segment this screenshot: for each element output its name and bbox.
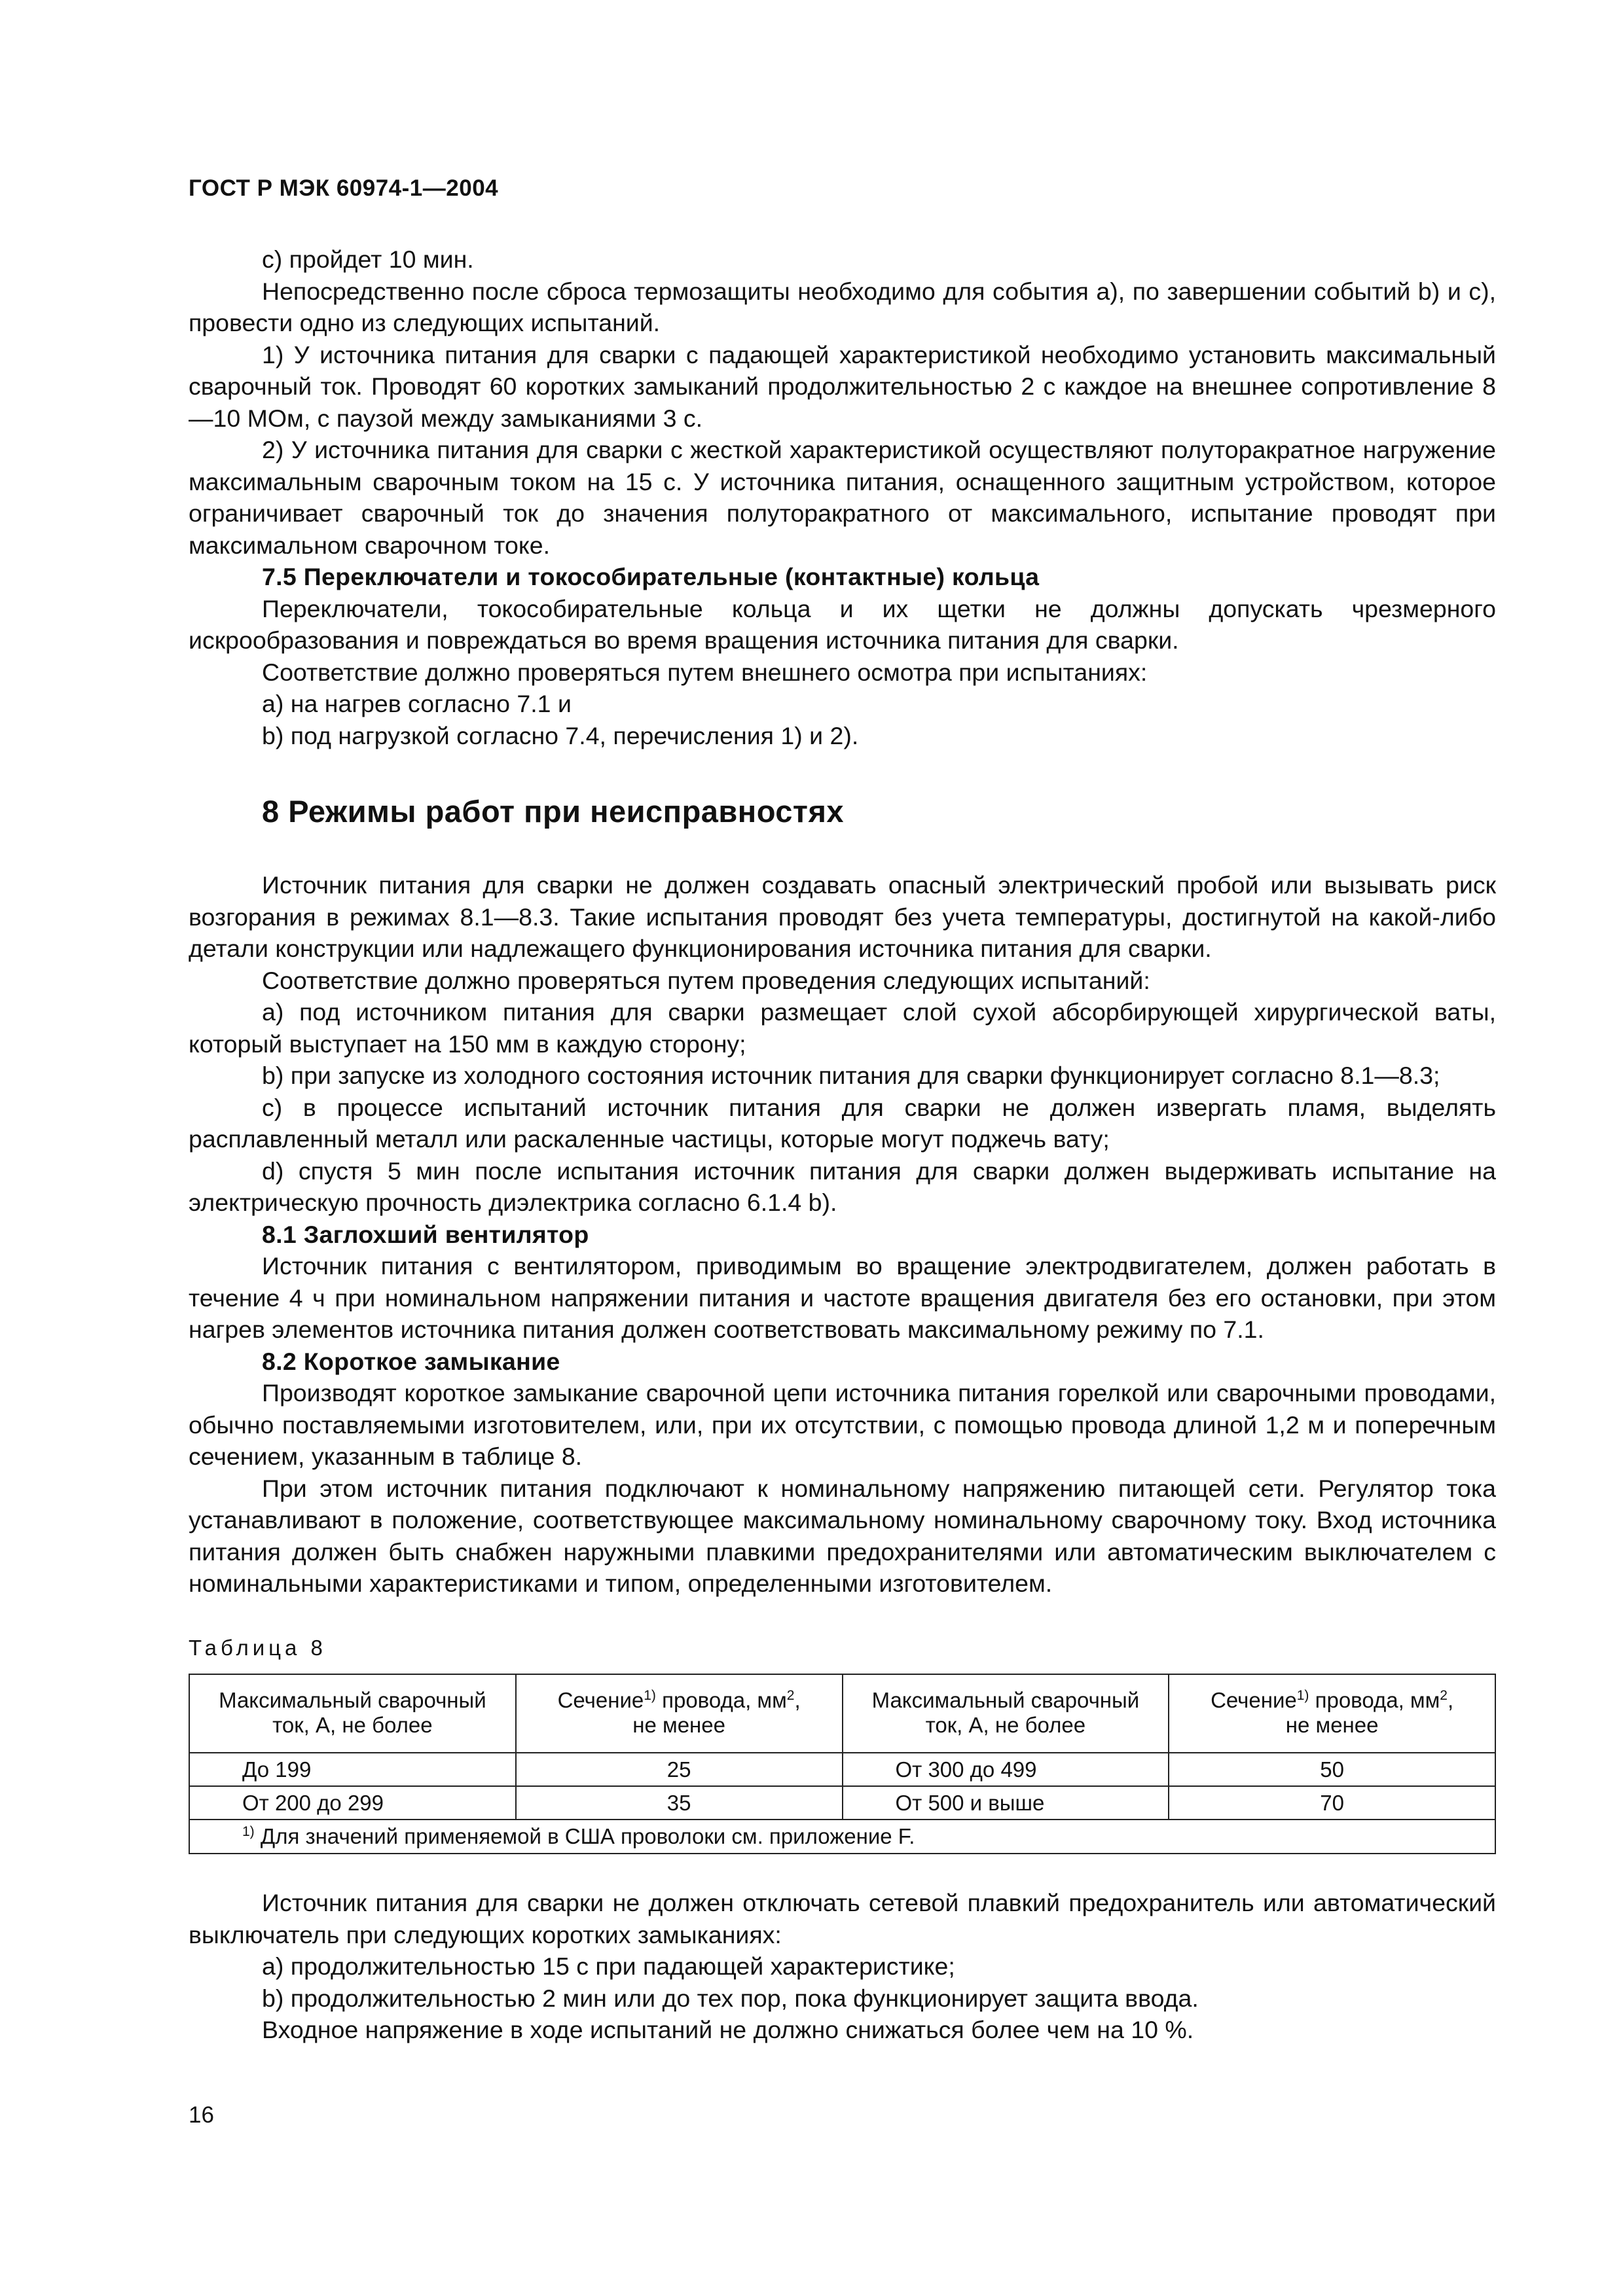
header-text: Максимальный сварочный bbox=[219, 1688, 486, 1712]
table-cell: 35 bbox=[516, 1786, 843, 1820]
table-row bbox=[189, 1786, 1495, 1820]
list-item: b) продолжительностью 2 мин или до тех пор, пока функционирует защита ввода. bbox=[262, 1984, 1199, 2012]
table-cell: От 500 и выше bbox=[843, 1786, 1169, 1820]
table-row bbox=[189, 1753, 1495, 1786]
header-text: Максимальный сварочный bbox=[871, 1688, 1140, 1712]
header-text: не менее bbox=[632, 1713, 725, 1737]
superscript: 2 bbox=[786, 1688, 795, 1703]
document-code-header: ГОСТ Р МЭК 60974-1—2004 bbox=[189, 175, 499, 201]
list-item: d) спустя 5 мин после испытания источник питания для сварки должен выдерживать испытание на электрическую прочность диэлектрика согласно 6.1.4 b). bbox=[189, 1157, 1496, 1216]
paragraph: Производят короткое замыкание сварочной цепи источника питания горелкой или сварочными проводами, обычно поставляемыми изготовителем, или, при их отсутствии, с помощью провода длиной 1,2 м и поперечным сечением, указанным в таблице 8. bbox=[189, 1379, 1496, 1470]
header-cell-current bbox=[189, 1674, 516, 1753]
paragraph: Переключатели, токособирательные кольца и их щетки не должны допускать чрезмерного искрообразования и повреждаться во время вращения источника питания для сварки. bbox=[189, 594, 1496, 654]
header-cell-current bbox=[843, 1674, 1169, 1753]
table-header-row bbox=[189, 1674, 1495, 1753]
footnote-mark: 1) bbox=[1296, 1688, 1309, 1703]
table-footnote bbox=[189, 1820, 1495, 1854]
paragraph: c) пройдет 10 мин. bbox=[262, 245, 474, 273]
header-text: Сечение bbox=[557, 1688, 644, 1712]
header-text: Сечение bbox=[1211, 1688, 1297, 1712]
table-cell: 25 bbox=[516, 1753, 843, 1786]
header-text: не менее bbox=[1285, 1713, 1379, 1737]
list-item: c) в процессе испытаний источник питания для сварки не должен извергать пламя, выделять расплавленный металл или раскаленные частицы, которые могут поджечь вату; bbox=[189, 1093, 1496, 1153]
table-cell: От 200 до 299 bbox=[189, 1786, 516, 1820]
page-number: 16 bbox=[189, 2102, 214, 2128]
paragraph: Соответствие должно проверяться путем внешнего осмотра при испытаниях: bbox=[262, 658, 1148, 686]
list-item: a) продолжительностью 15 с при падающей характеристике; bbox=[262, 1952, 955, 1980]
header-text: ток, А, не более bbox=[272, 1713, 433, 1737]
paragraph: Непосредственно после сброса термозащиты необходимо для события а), по завершении событий b) и с), провести одно из следующих испытаний. bbox=[189, 277, 1496, 336]
subsection-heading-7-5: 7.5 Переключатели и токособирательные (контактные) кольца bbox=[262, 563, 1040, 590]
page-body bbox=[189, 243, 1496, 2046]
list-item: b) под нагрузкой согласно 7.4, перечисления 1) и 2). bbox=[262, 721, 859, 749]
header-text: , bbox=[1447, 1688, 1454, 1712]
header-text: провода, мм bbox=[1309, 1688, 1440, 1712]
table-cell: 50 bbox=[1169, 1753, 1495, 1786]
paragraph: Входное напряжение в ходе испытаний не должно снижаться более чем на 10 %. bbox=[262, 2016, 1194, 2043]
paragraph: 2) У источника питания для сварки с жесткой характеристикой осуществляют полуторакратное нагружение максимальным сварочным током на 15 с. У источника питания, оснащенного защитным устройством, которое ограничивает сварочный ток до значения полуторакратного от максимального, испытание проводят при максимальном сварочном токе. bbox=[189, 436, 1496, 559]
table-cell: До 199 bbox=[189, 1753, 516, 1786]
table-footnote-row bbox=[189, 1820, 1495, 1854]
paragraph: Источник питания с вентилятором, приводимым во вращение электродвигателем, должен работать в течение 4 ч при номинальном напряжении питания и частоте вращения двигателя без его остановки, при этом нагрев элементов источника питания должен соответствовать максимальному режиму по 7.1. bbox=[189, 1252, 1496, 1343]
list-item: a) под источником питания для сварки размещает слой сухой абсорбирующей хирургической ваты, который выступает на 150 мм в каждую сторону; bbox=[189, 998, 1496, 1058]
footnote-mark: 1) bbox=[242, 1824, 255, 1839]
footnote-mark: 1) bbox=[644, 1688, 656, 1703]
header-text: провода, мм bbox=[655, 1688, 787, 1712]
paragraph: Соответствие должно проверяться путем проведения следующих испытаний: bbox=[262, 966, 1150, 994]
table-cell: 70 bbox=[1169, 1786, 1495, 1820]
subsection-heading-8-1: 8.1 Заглохший вентилятор bbox=[262, 1220, 589, 1248]
table-8 bbox=[189, 1674, 1496, 1854]
list-item: b) при запуске из холодного состояния источник питания для сварки функционирует согласно 8.1—8.3; bbox=[262, 1062, 1440, 1089]
footnote-text: Для значений применяемой в США проволоки см. приложение F. bbox=[254, 1824, 915, 1848]
list-item: a) на нагрев согласно 7.1 и bbox=[262, 690, 572, 717]
paragraph: 1) У источника питания для сварки с падающей характеристикой необходимо установить максимальный сварочный ток. Проводят 60 коротких замыканий продолжительностью 2 с каждое на внешнее сопротивление 8—10 МОм, с паузой между замыканиями 3 с. bbox=[189, 340, 1496, 432]
paragraph: Источник питания для сварки не должен создавать опасный электрический пробой или вызывать риск возгорания в режимах 8.1—8.3. Такие испытания проводят без учета температуры, достигнутой на какой-либо детали конструкции или надлежащего функционирования источника питания для сварки. bbox=[189, 871, 1496, 962]
header-cell-section bbox=[516, 1674, 843, 1753]
subsection-heading-8-2: 8.2 Короткое замыкание bbox=[262, 1347, 560, 1375]
paragraph: Источник питания для сварки не должен отключать сетевой плавкий предохранитель или автоматический выключатель при следующих коротких замыканиях: bbox=[189, 1889, 1496, 1948]
paragraph: При этом источник питания подключают к номинальному напряжению питающей сети. Регулятор тока устанавливают в положение, соответствующее максимальному номинальному сварочному току. Вход источника питания должен быть снабжен наружными плавкими предохранителями или автоматическим выключателем с номинальными характеристиками и типом, определенными изготовителем. bbox=[189, 1474, 1496, 1597]
header-cell-section bbox=[1169, 1674, 1495, 1753]
table-cell: От 300 до 499 bbox=[843, 1753, 1169, 1786]
header-text: , bbox=[794, 1688, 801, 1712]
table-caption: Таблица 8 bbox=[189, 1635, 327, 1660]
superscript: 2 bbox=[1440, 1688, 1448, 1703]
section-heading-8: 8 Режимы работ при неисправностях bbox=[262, 794, 845, 829]
header-text: ток, А, не более bbox=[925, 1713, 1086, 1737]
